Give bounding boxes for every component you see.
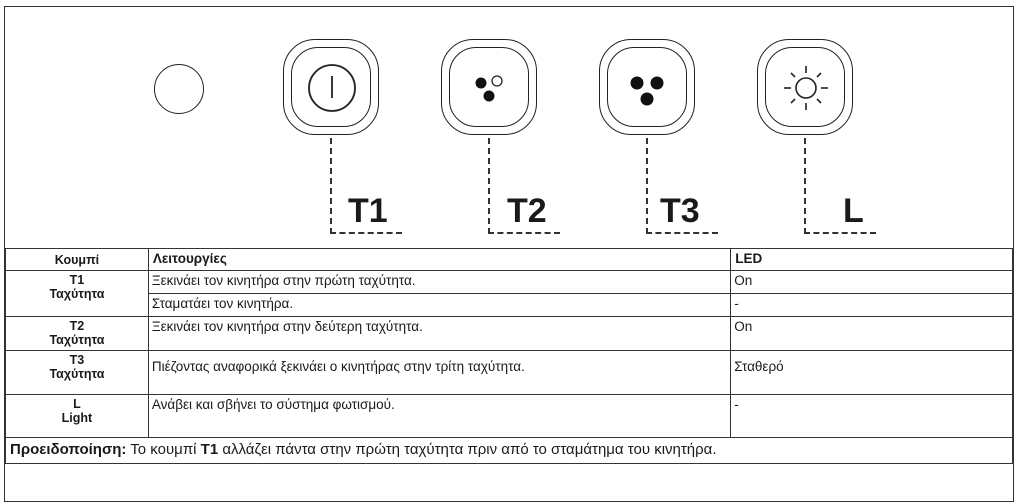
function-cell: Ανάβει και σβήνει το σύστημα φωτισμού. [148,395,730,438]
speed-three-icon [608,48,688,128]
functions-table [5,248,1013,464]
button-cell-t1: T1 Ταχύτητα [6,271,149,317]
indicator-circle [154,64,204,114]
speed-two-icon [450,48,530,128]
label-t3: T3 [660,192,700,230]
led-cell: Σταθερό [731,351,1013,395]
l-button-drawing [757,39,853,135]
function-cell: Σταματάει τον κινητήρα. [148,294,730,317]
button-cell-l: L Light [6,395,149,438]
table-header-row [6,249,1013,271]
led-cell: - [731,294,1013,317]
power-icon [292,48,372,128]
table-row [6,294,1013,317]
function-cell: Ξεκινάει τον κινητήρα στην δεύτερη ταχύτητα. [148,317,730,351]
t2-leader-line [488,138,490,234]
t3-leader-line [646,138,648,234]
label-t2: T2 [507,192,547,230]
warning-row [6,438,1013,464]
header-led: LED [731,249,1013,271]
led-cell: On [731,317,1013,351]
t1-leader-line [330,138,332,234]
l-leader-line [804,138,806,234]
warning-button: T1 [200,441,219,458]
t2-button-drawing [441,39,537,135]
table-row [6,317,1013,351]
led-cell: - [731,395,1013,438]
label-t1: T1 [348,192,388,230]
t3-button-drawing [599,39,695,135]
function-cell: Ξεκινάει τον κινητήρα στην πρώτη ταχύτητα. [148,271,730,294]
control-panel-illustration [5,7,1013,248]
header-button: Κουμπί [6,249,149,271]
button-cell-t3: T3 Ταχύτητα [6,351,149,395]
table-row [6,271,1013,294]
table-row [6,351,1013,395]
function-cell: Πιέζοντας αναφορικά ξεκινάει ο κινητήρας στην τρίτη ταχύτητα. [148,351,730,395]
t1-button-drawing [283,39,379,135]
light-icon [766,48,846,128]
warning-prefix: Προειδοποίηση: [10,441,127,458]
button-cell-t2: T2 Ταχύτητα [6,317,149,351]
control-panel-document [4,6,1014,502]
led-cell: On [731,271,1013,294]
table-row [6,395,1013,438]
warning-note: Προειδοποίηση: Το κουμπί T1 αλλάζει πάντα στην πρώτη ταχύτητα πριν από το σταμάτημα του κινητήρα. [6,438,1013,464]
label-l: L [843,192,864,230]
header-functions: Λειτουργίες [148,249,730,271]
